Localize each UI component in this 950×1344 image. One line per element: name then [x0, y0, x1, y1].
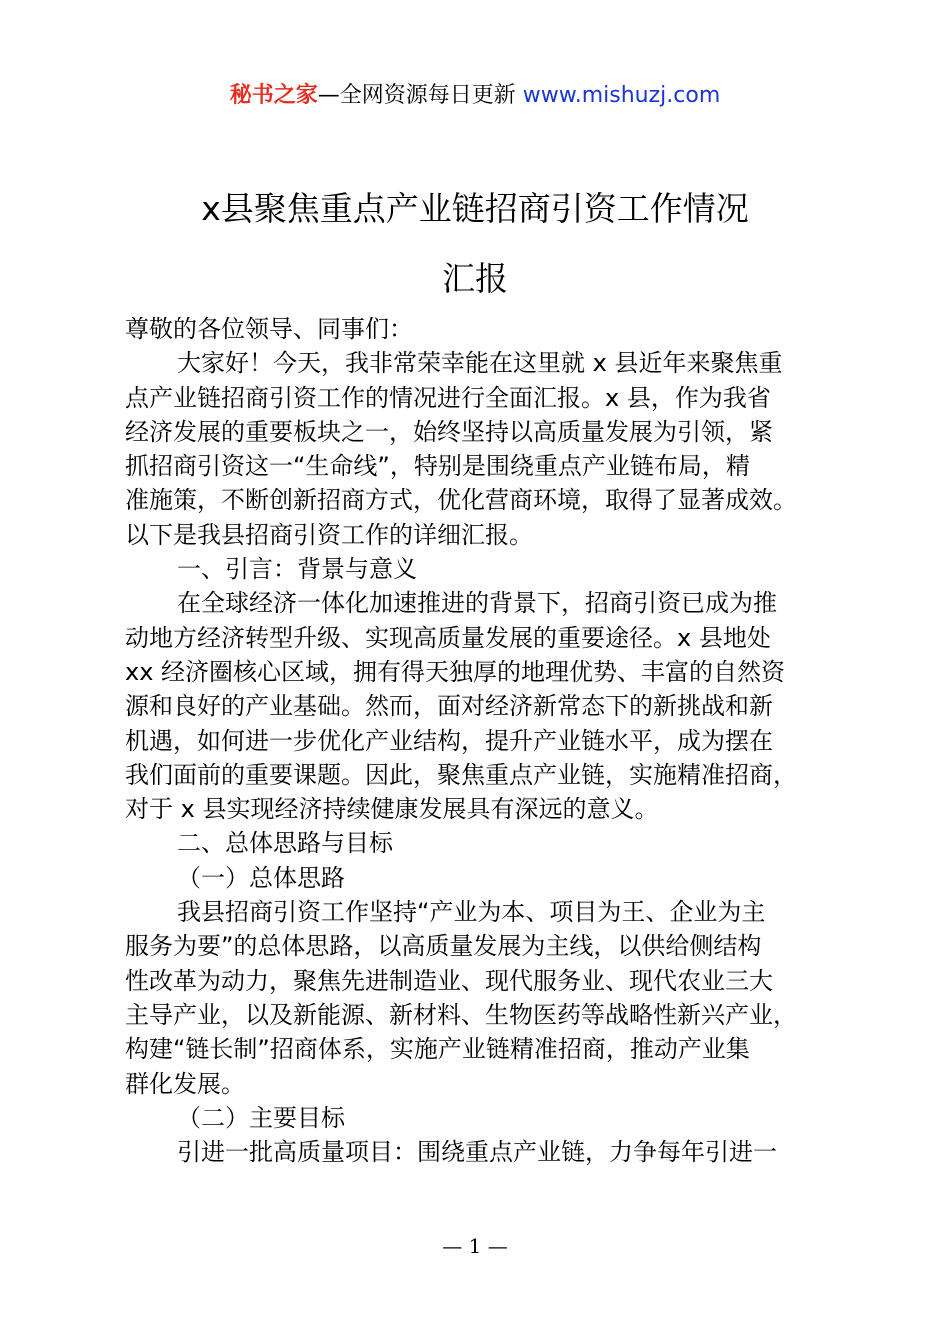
subsection-heading: （一）总体思路	[177, 863, 345, 892]
salutation: 尊敬的各位领导、同事们：	[125, 315, 413, 343]
body-line: 源和良好的产业基础。然而，面对经济新常态下的新挑战和新	[125, 692, 773, 721]
body-line: 动地方经济转型升级、实现高质量发展的重要途径。x 县地处	[125, 623, 771, 652]
document-body	[125, 312, 840, 1169]
body-line: xx 经济圈核心区域，拥有得天独厚的地理优势、丰富的自然资	[125, 657, 786, 686]
body-line: 准施策，不断创新招商方式，优化营商环境，取得了显著成效。	[125, 486, 797, 515]
body-line: 点产业链招商引资工作的情况进行全面汇报。x 县，作为我省	[125, 383, 771, 412]
body-line: 我县招商引资工作坚持“产业为本、项目为王、企业为主	[177, 898, 766, 927]
body-line: 机遇，如何进一步优化产业结构，提升产业链水平，成为摆在	[125, 726, 773, 755]
subsection-heading: （二）主要目标	[177, 1103, 345, 1132]
document-title-line-1: x县聚焦重点产业链招商引资工作情况	[201, 189, 749, 228]
site-header	[0, 80, 950, 112]
body-line: 抓招商引资这一“生命线”，特别是围绕重点产业链布局，精	[125, 452, 750, 481]
section-heading: 二、总体思路与目标	[177, 829, 393, 858]
body-line: 构建“链长制”招商体系，实施产业链精准招商，推动产业集	[125, 1035, 750, 1064]
body-line: 性改革为动力，聚焦先进制造业、现代服务业、现代农业三大	[125, 966, 773, 995]
site-slogan: —全网资源每日更新	[317, 83, 516, 108]
body-line: 服务为要”的总体思路，以高质量发展为主线，以供给侧结构	[125, 932, 762, 961]
body-line: 对于 x 县实现经济持续健康发展具有深远的意义。	[125, 795, 659, 824]
site-url-link[interactable]: www.mishuzj.com	[522, 83, 721, 108]
body-line: 引进一批高质量项目：围绕重点产业链，力争每年引进一	[177, 1138, 777, 1167]
body-line: 主导产业，以及新能源、新材料、生物医药等战略性新兴产业，	[125, 1000, 797, 1029]
body-line: 群化发展。	[125, 1069, 245, 1098]
body-line: 我们面前的重要课题。因此，聚焦重点产业链，实施精准招商，	[125, 760, 797, 789]
section-heading: 一、引言：背景与意义	[177, 555, 417, 584]
body-line: 以下是我县招商引资工作的详细汇报。	[125, 520, 533, 549]
page-number: — 1 —	[442, 1234, 508, 1258]
document-title-line-2: 汇报	[442, 259, 508, 298]
body-line: 大家好！今天，我非常荣幸能在这里就 x 县近年来聚焦重	[177, 349, 783, 378]
body-line: 经济发展的重要板块之一，始终坚持以高质量发展为引领，紧	[125, 417, 773, 446]
body-line: 在全球经济一体化加速推进的背景下，招商引资已成为推	[177, 589, 777, 618]
site-brand: 秘书之家	[229, 83, 318, 108]
